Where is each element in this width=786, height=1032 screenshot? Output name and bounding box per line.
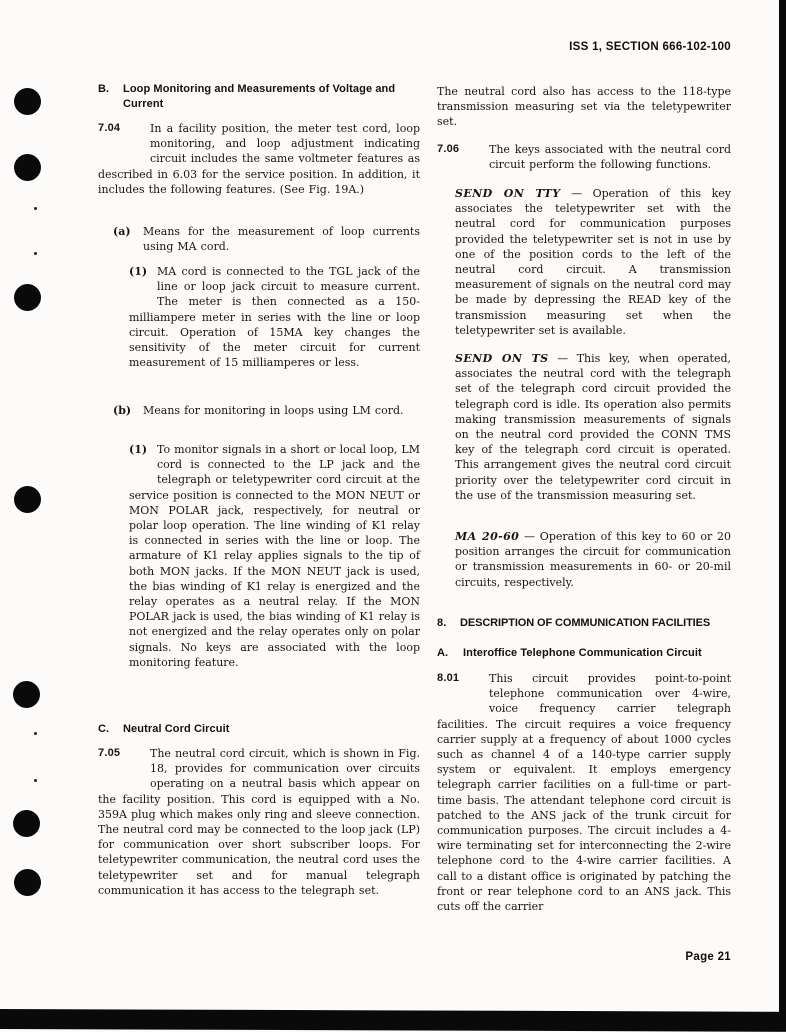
para-705 — [98, 746, 420, 898]
item-a1 — [129, 264, 420, 370]
key-send-on-tty-label: SEND ON TTY — [455, 187, 561, 200]
punch-hole-dot-1 — [14, 88, 41, 115]
heading-c-text: Neutral Cord Circuit — [123, 723, 230, 735]
item-a-text: Means for the measurement of loop currents using MA cord. — [143, 225, 420, 254]
punch-hole-dot-2 — [14, 154, 41, 181]
heading-b-text: Loop Monitoring and Measurements of Voltage and Current — [123, 83, 396, 110]
para-705-text-wrap — [98, 746, 420, 898]
item-b1-text-wrap — [129, 442, 420, 670]
punch-hole-dot-5 — [13, 681, 40, 708]
scan-speck-3 — [34, 732, 37, 735]
heading-a-label: A. — [437, 647, 449, 659]
item-b-number: (b) — [113, 404, 132, 417]
item-b1-number: (1) — [129, 443, 148, 456]
item-a-number: (a) — [113, 225, 131, 238]
item-a-text-wrap — [113, 224, 420, 254]
document-header: ISS 1, SECTION 666-102-100 — [569, 41, 731, 53]
para-801-number: 8.01 — [437, 672, 460, 684]
item-a1-number: (1) — [129, 265, 148, 278]
heading-b — [98, 82, 408, 111]
para-801-text-wrap — [437, 671, 731, 914]
heading-8-text: DESCRIPTION OF COMMUNICATION FACILITIES — [460, 617, 711, 629]
para-706 — [437, 142, 731, 173]
item-b-text: Means for monitoring in loops using LM cord. — [143, 404, 404, 417]
punch-hole-dot-7 — [14, 869, 41, 896]
para-704-number: 7.04 — [98, 122, 121, 134]
para-704 — [98, 121, 420, 197]
key-ma-20-60-text: — Operation of this key to 60 or 20 position arranges the circuit for communication or transmission measurements in 60- or 20-mil circuits, respectively. — [455, 530, 732, 589]
item-b1-text: To monitor signals in a short or local loop, LM cord is connected to the LP jack and the telegraph or teletypewriter cord circuit at the service position is connected to the MON NEUT or MON POLAR jack, respectively, for neutral or polar loop operation. The line winding of K1 relay is connected in series with the line or loop. The armature of K1 relay applies signals to the tip of both MON jacks. If the MON NEUT jack is used, the bias winding of K1 relay is energized and the relay operates as a neutral relay. If the MON POLAR jack is used, the bias winding of K1 relay is not energized and the relay operates only on polar signals. No keys are associated with the loop monitoring feature. — [129, 443, 420, 669]
key-send-on-ts-label: SEND ON TS — [455, 352, 549, 365]
heading-a — [437, 646, 737, 661]
key-send-on-tty — [455, 186, 731, 338]
para-705-number: 7.05 — [98, 747, 121, 759]
key-ma-20-60-label: MA 20-60 — [455, 530, 520, 543]
item-a1-text: MA cord is connected to the TGL jack of the line or loop jack circuit to measure current. The meter is then connected as a 150-milliampere meter in series with the line or loop circuit. Operation of 15MA key changes the sensitivity of the meter circuit for current measurement of 15 milliamperes or less. — [129, 265, 420, 370]
punch-hole-dot-4 — [14, 486, 41, 513]
scan-speck-4 — [34, 779, 37, 782]
heading-8-label: 8. — [437, 617, 447, 629]
punch-hole-dot-6 — [13, 810, 40, 837]
para-801-text: This circuit provides point-to-point telephone communication over 4-wire, voice frequency carrier telegraph facilities. The circuit requires a voice frequency carrier supply at a frequency of about 1000 cycles such as channel 4 of a 140-type carrier supply system or equivalent. It employs emergency telegraph carrier facilities on a full-time or part-time basis. The attendant telephone cord circuit is patched to the ANS jack of the trunk circuit for communication purposes. The circuit includes a 4-wire terminating set for interconnecting the 2-wire telephone cord to the 4-wire carrier facilities. A call to a distant office is originated by patching the front or rear telephone cord to an ANS jack. This cuts off the carrier — [437, 672, 731, 914]
scan-speck-1 — [34, 207, 37, 210]
para-705-continuation — [437, 84, 731, 130]
heading-8 — [437, 616, 737, 631]
item-b — [113, 403, 420, 434]
heading-b-label: B. — [98, 83, 110, 95]
item-a — [113, 224, 420, 255]
punch-hole-dot-3 — [14, 284, 41, 311]
key-send-on-tty-text: — Operation of this key associates the teletypewriter set with the neutral cord for communication purposes provided the teletypewriter set is not in use by one of the position cords to the left of the neutral cord circuit. A transmission measurement of signals on the neutral cord may be made by depressing the READ key of the transmission measuring set when the teletypewriter set is available. — [455, 187, 731, 337]
para-706-number: 7.06 — [437, 143, 460, 155]
para-705-text: The neutral cord circuit, which is shown in Fig. 18, provides for communication over circuits operating on a neutral basis which appear on the facility position. This cord is equipped with a No. 359A plug which makes only ring and sleeve connection. The neutral cord may be connected to the loop jack (LP) for communication over short subscriber loops. For teletypewriter communication, the neutral cord uses the teletypewriter set and for manual telegraph communication it has access to the telegraph set. — [98, 747, 420, 897]
key-send-on-ts-text: — This key, when operated, associates the neutral cord with the telegraph set of the telegraph cord circuit provided the telegraph cord is idle. Its operation also permits making transmission measurements of signals on the neutral cord provided the CONN TMS key of the telegraph cord circuit is operated. This arrangement gives the neutral cord circuit priority over the teletypewriter cord circuit in the use of the transmission measuring set. — [455, 352, 732, 502]
item-b-text-wrap — [113, 403, 420, 418]
item-b1 — [129, 442, 420, 670]
heading-a-text: Interoffice Telephone Communication Circuit — [463, 647, 702, 659]
key-send-on-ts — [455, 351, 731, 503]
para-706-text-wrap — [437, 142, 731, 172]
para-706-text: The keys associated with the neutral cord circuit perform the following functions. — [489, 143, 731, 172]
para-801 — [437, 671, 731, 914]
para-704-text: In a facility position, the meter test cord, loop monitoring, and loop adjustment indicating circuit includes the same voltmeter features as described in 6.03 for the service position. In addition, it includes the following features. (See Fig. 19A.) — [98, 122, 420, 196]
key-ma-20-60 — [455, 529, 731, 590]
scan-speck-2 — [34, 252, 37, 255]
para-705-continuation-text: The neutral cord also has access to the 118-type transmission measuring set via the teletypewriter set. — [437, 85, 731, 129]
scan-edge-right — [779, 0, 786, 1024]
heading-c-label: C. — [98, 723, 110, 735]
page-number: Page 21 — [685, 951, 731, 963]
heading-c — [98, 722, 408, 737]
para-704-text-wrap — [98, 121, 420, 197]
scan-edge-bottom — [0, 1009, 786, 1032]
item-a1-text-wrap — [129, 264, 420, 370]
